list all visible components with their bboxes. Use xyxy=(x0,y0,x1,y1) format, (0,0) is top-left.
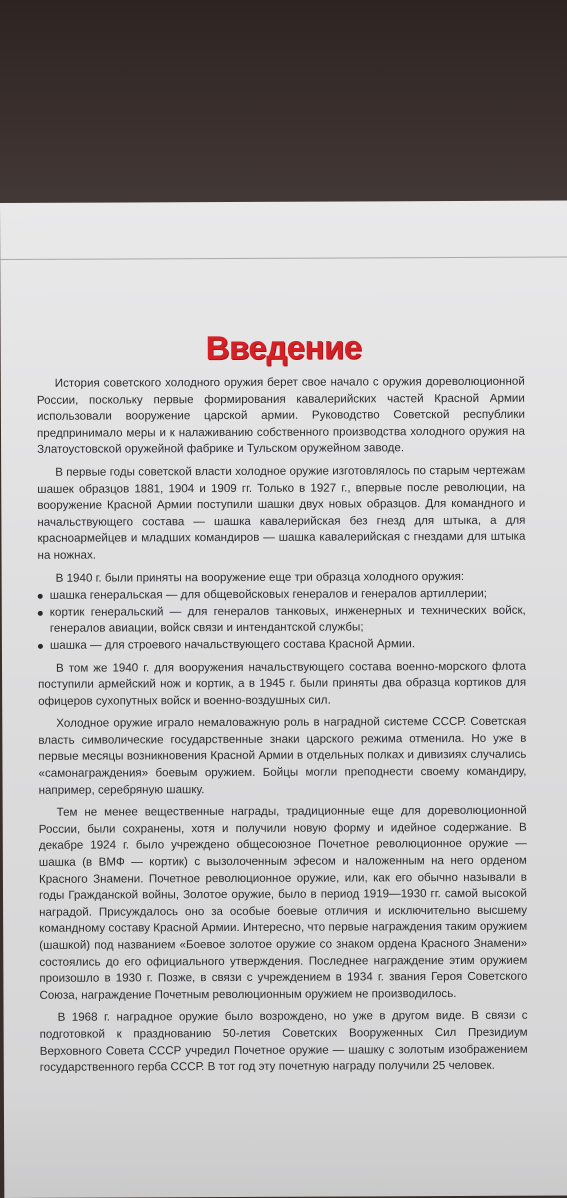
paragraph-awards: Холодное оружие играло немаловажную роль в наградной системе СССР. Советская власть символические государственные знаки царского режима отменила. Но уже в первые месяцы возникновения Красной Армии в отдельных полках и дивизиях случались «самонаграждения» боевым оружием. Бойцы могли преподнести своему командиру, например, серебряную шашку. xyxy=(38,714,527,797)
paragraph-early-years: В первые годы советской власти холодное оружие изготовлялось по старым чертежам шашек образцов 1881, 1904 и 1909 гг. Только в 1927 г., впервые после революции, на вооружение Красной Армии поступили шашки двух новых образцов. Для командного и начальствующего состава — шашка кавалерийская без гнезд для штыка, а для красноармейцев и младших командиров — шашка кавалерийская с гнездами для штыка на ножнах. xyxy=(37,463,526,562)
list-item: шашка — для строевого начальствующего состава Красной Армии. xyxy=(38,636,526,655)
paragraph-1968: В 1968 г. наградное оружие было возрождено, но уже в другом виде. В связи с подготовкой к празднованию 50-летия Советских Вооруженных Сил Президиум Верховного Совета СССР учредил Почетное оружие — шашку с золотым изображением государственного герба СССР. В тот год эту почетную награду получили 25 человек. xyxy=(39,1009,528,1074)
bullet-list xyxy=(38,586,526,655)
page-shadow xyxy=(0,1085,567,1198)
paragraph-intro: История советского холодного оружия берет свое начало с оружия дореволюционной России, поскольку первые формирования кавалерийских частей Красной Армии использовали вооружение царской армии. Руководство Советской республики предпринимало меры и к налаживанию собственного производства холодного оружия на Златоустовской оружейной фабрике и Тульском оружейном заводе. xyxy=(36,374,526,457)
list-item: шашка генеральская — для общевойсковых генералов и генералов артиллерии; xyxy=(38,586,526,605)
paragraph-1940: В 1940 г. были приняты на вооружение еще три образца холодного оружия: xyxy=(55,569,465,585)
list-item: кортик генеральский — для генералов танковых, инженерных и технических войск, генералов авиации, войск связи и интендантской службы; xyxy=(38,602,526,637)
body-text xyxy=(37,374,528,1083)
paragraph-honorary-weapon: Тем не менее вещественные награды, традиционные еще для дореволюционной России, были сохранены, хотя и получили новую форму и идейное содержание. В декабре 1924 г. было учреждено общесоюзное Почетное революционное оружие — шашка (в ВМФ — кортик) с вызолоченным эфесом и наложенным на него орденом Красного Знамени. Почетное революционное оружие, или, как его обычно называли в годы Гражданской войны, Золотое оружие, было в период 1919—1930 гг. самой высокой наградой. Присуждалось оно за особые боевые отличия и исключительно высшему командному составу Красной Армии. Интересно, что первые награждения таким оружием (шашкой) под названием «Боевое золотое оружие со знаком ордена Красного Знамени» состоялись до его официального утверждения. Последнее награждение этим оружием произошло в 1930 г. Позже, в связи с учреждением в 1934 г. звания Героя Советского Союза, награждение Почетным революционным оружием не производилось. xyxy=(38,803,528,1002)
dark-background xyxy=(0,0,567,215)
page-title: Введение xyxy=(205,328,362,367)
top-rule xyxy=(0,257,567,260)
book-page xyxy=(0,201,567,1198)
paragraph-navy: В том же 1940 г. для вооружения начальствующего состава военно-морского флота поступили армейский нож и кортик, а в 1945 г. были приняты два образца кортиков для офицеров сухопутных войск и военно-воздушных сил. xyxy=(38,659,527,708)
